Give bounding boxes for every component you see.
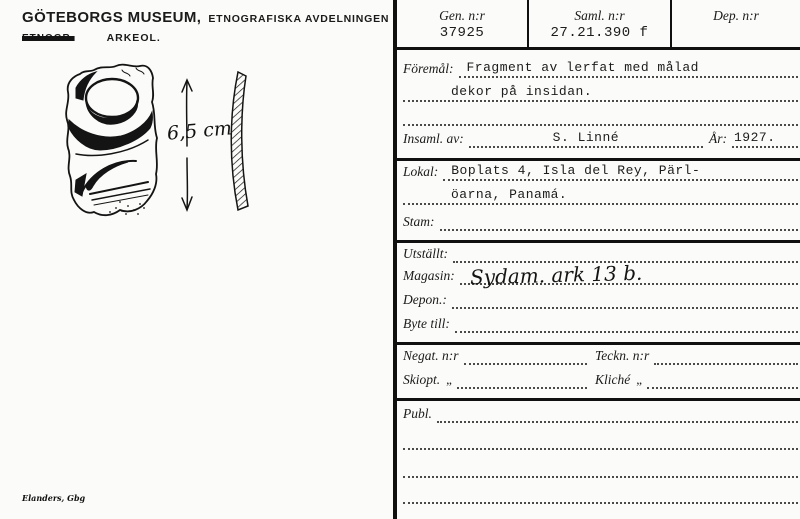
byte-till-line xyxy=(455,315,798,333)
magasin-value: Sydam. ark 13 b. xyxy=(469,260,643,290)
magasin-label: Magasin: xyxy=(403,268,455,283)
foremal-label: Föremål: xyxy=(403,61,454,76)
foremal-line-3 xyxy=(403,108,798,126)
lokal-row xyxy=(403,163,798,181)
saml-nr-label: Saml. n:r xyxy=(574,8,625,23)
kliche-line xyxy=(647,371,798,389)
saml-nr-field xyxy=(527,0,670,47)
foremal-row-2 xyxy=(403,84,798,102)
teckn-line xyxy=(654,347,798,365)
foremal-line-2 xyxy=(403,84,798,102)
department-title: ETNOGRAFISKA AVDELNINGEN xyxy=(208,13,390,25)
publ-line-4 xyxy=(403,486,798,504)
insaml-row xyxy=(403,130,798,148)
lokal-line-2 xyxy=(403,187,798,205)
stam-row xyxy=(403,213,798,231)
stam-label: Stam: xyxy=(403,214,435,229)
lokal-label: Lokal: xyxy=(403,164,439,179)
dep-nr-field xyxy=(670,0,800,47)
insaml-value: S. Linné xyxy=(552,130,620,145)
magasin-row xyxy=(403,260,798,290)
skiopt-line xyxy=(457,371,587,389)
negat-teckn-row xyxy=(403,347,798,365)
measurement-label: 6,5 cm xyxy=(166,117,233,145)
left-header xyxy=(22,9,389,44)
publ-label: Publ. xyxy=(403,406,432,421)
dep-nr-label: Dep. n:r xyxy=(713,8,759,23)
sherd-sketch xyxy=(66,65,157,216)
publ-line-2 xyxy=(403,432,798,450)
struck-out-word: ETNOGR. xyxy=(22,33,75,44)
byte-till-row xyxy=(403,315,798,333)
byte-till-label: Byte till: xyxy=(403,316,450,331)
gen-nr-field xyxy=(397,0,527,47)
teckn-label: Teckn. n:r xyxy=(595,348,650,363)
section-rule-1 xyxy=(397,158,800,161)
utstallt-label: Utställt: xyxy=(403,246,449,261)
artifact-drawing xyxy=(52,58,264,230)
lokal-line-1 xyxy=(443,163,798,181)
lokal-row-2 xyxy=(403,187,798,205)
magasin-line xyxy=(460,260,798,290)
section-rule-2 xyxy=(397,240,800,243)
publ-line-1 xyxy=(437,405,798,423)
profile-sketch xyxy=(231,72,248,210)
foremal-row-3 xyxy=(403,108,798,126)
insaml-line xyxy=(469,130,703,148)
publ-row-4 xyxy=(403,486,798,504)
depon-line xyxy=(452,291,798,309)
publ-row xyxy=(403,405,798,423)
ar-label: År: xyxy=(709,131,727,146)
printer-mark: Elanders, Gbg xyxy=(22,493,86,503)
publ-row-2 xyxy=(403,432,798,450)
ar-value: 1927. xyxy=(734,130,776,145)
depon-row xyxy=(403,291,798,309)
skiopt-kliche-row xyxy=(403,371,798,389)
negat-label: Negat. n:r xyxy=(403,348,459,363)
catalog-form xyxy=(397,0,800,519)
saml-nr-value: 27.21.390 f xyxy=(550,25,649,41)
negat-line xyxy=(464,347,588,365)
gen-nr-label: Gen. n:r xyxy=(439,8,485,23)
kliche-label: Kliché xyxy=(595,372,631,387)
section-rule-4 xyxy=(397,398,800,401)
lokal-value-2: öarna, Panamá. xyxy=(451,187,568,202)
ar-line xyxy=(732,130,798,148)
section-label: ARKEOL. xyxy=(106,32,161,44)
foremal-value-2: dekor på insidan. xyxy=(451,84,593,99)
section-rule-3 xyxy=(397,342,800,345)
foremal-value-1: Fragment av lerfat med målad xyxy=(466,60,699,75)
measurement-arrow-icon xyxy=(182,80,192,210)
foremal-line-1 xyxy=(459,60,799,78)
skiopt-label: Skiopt. xyxy=(403,372,441,387)
foremal-row xyxy=(403,60,798,78)
publ-line-3 xyxy=(403,460,798,478)
stam-line xyxy=(440,213,799,231)
number-header-row xyxy=(397,0,800,50)
insaml-label: Insaml. av: xyxy=(403,131,464,146)
utstallt-row xyxy=(403,245,798,263)
museum-title: GÖTEBORGS MUSEUM, xyxy=(22,9,202,26)
skiopt-ditto-mark: „ xyxy=(446,372,452,387)
lokal-value-1: Boplats 4, Isla del Rey, Pärl- xyxy=(451,163,701,178)
publ-row-3 xyxy=(403,460,798,478)
gen-nr-value: 37925 xyxy=(439,25,485,41)
kliche-ditto-mark: „ xyxy=(636,372,643,387)
depon-label: Depon.: xyxy=(403,292,447,307)
